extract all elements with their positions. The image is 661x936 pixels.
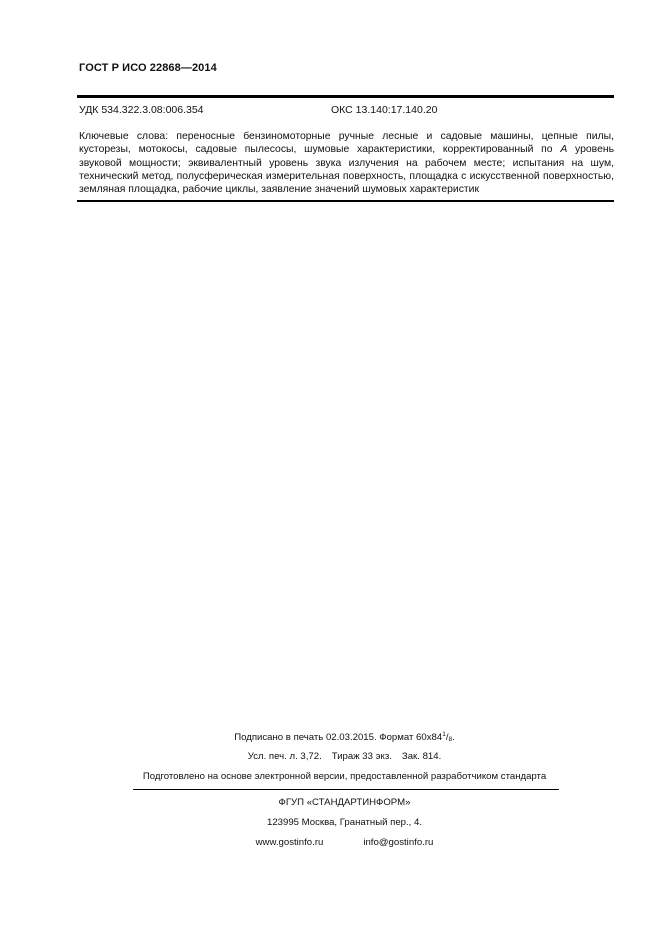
publisher-email: info@gostinfo.ru xyxy=(363,837,434,848)
keywords-paragraph xyxy=(79,130,614,196)
publisher-website: www.gostinfo.ru xyxy=(255,837,324,848)
order-number: Зак. 814. xyxy=(401,751,442,762)
udk-code: УДК 534.322.3.08:006.354 xyxy=(79,104,204,116)
publisher-name: ФГУП «СТАНДАРТИНФОРМ» xyxy=(278,797,411,808)
format-numerator: 1 xyxy=(442,731,446,738)
keywords-bottom-divider xyxy=(77,200,614,202)
keywords-text-1: Ключевые слова: переносные бензиномоторные ручные лесные и садовые машины, цепные пилы, кусторезы, мотокосы, садовые пылесосы, шумовые характеристики, корректированный по xyxy=(79,131,614,156)
prepared-note: Подготовлено на основе электронной версии, предоставленной разработчиком стандарта xyxy=(142,771,547,782)
keywords-text-2: уровень звуковой мощности; эквивалентный уровень звука излучения на рабочем месте; испытания на шум, технический метод, полусферическая измерительная поверхность, площадка с искусственной поверхностью, земляная площадка, рабочие циклы, заявление значений шумовых характеристик xyxy=(79,144,615,196)
top-divider xyxy=(77,95,614,98)
signed-for-print-text: Подписано в печать 02.03.2015. Формат 60x84 xyxy=(234,732,443,743)
circulation: Тираж 33 экз. xyxy=(331,751,392,762)
format-slash: / xyxy=(445,732,449,743)
format-period: . xyxy=(452,732,455,743)
publisher-divider xyxy=(133,789,559,790)
print-details-line xyxy=(14,751,661,762)
keywords-italic-letter: А xyxy=(560,144,568,156)
signed-for-print-line xyxy=(14,731,661,743)
standard-code: ГОСТ Р ИСО 22868—2014 xyxy=(79,62,217,74)
print-sheets: Усл. печ. л. 3,72. xyxy=(247,751,322,762)
publisher-contacts xyxy=(14,837,661,848)
oks-code: ОКС 13.140:17.140.20 xyxy=(331,104,438,116)
publisher-address: 123995 Москва, Гранатный пер., 4. xyxy=(267,817,422,828)
format-denominator: 8 xyxy=(448,736,453,743)
